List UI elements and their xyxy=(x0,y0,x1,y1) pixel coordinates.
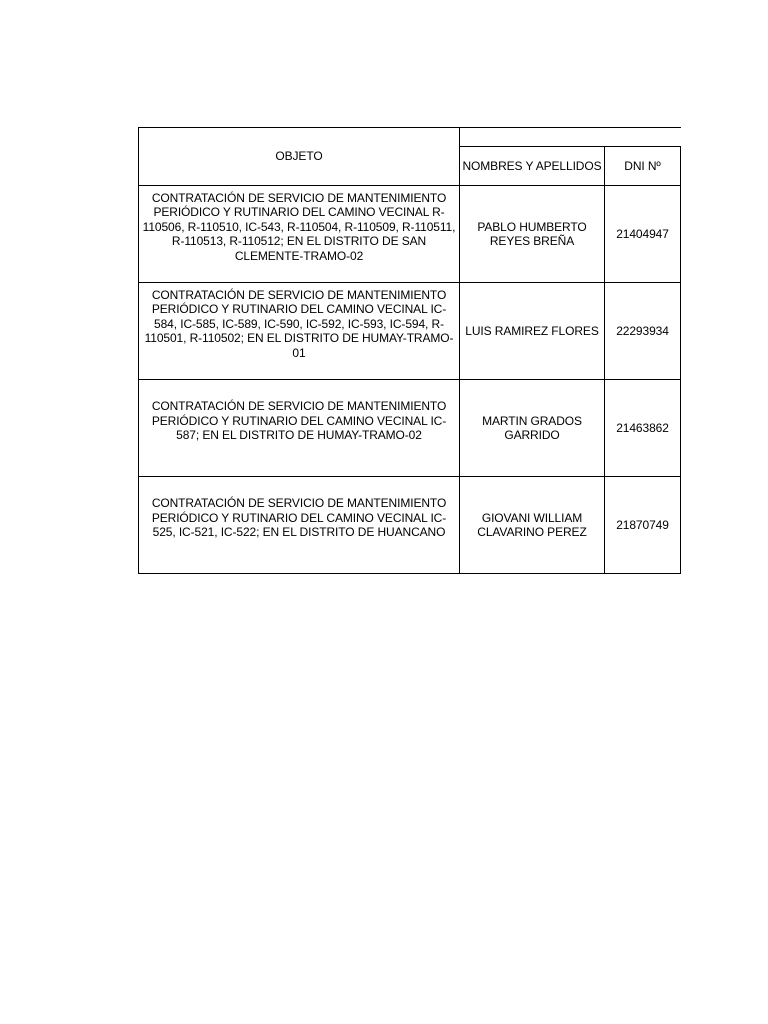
cell-dni: 21870749 xyxy=(605,477,681,574)
table-row xyxy=(139,283,681,380)
table-header-row xyxy=(139,128,681,147)
table-row xyxy=(139,380,681,477)
cell-nombres: PABLO HUMBERTO REYES BREÑA xyxy=(460,186,605,283)
cell-nombres: GIOVANI WILLIAM CLAVARINO PEREZ xyxy=(460,477,605,574)
header-nombres: NOMBRES Y APELLIDOS xyxy=(460,147,605,186)
table-row xyxy=(139,477,681,574)
objeto-text: CONTRATACIÓN DE SERVICIO DE MANTENIMIENTO PERIÓDICO Y RUTINARIO DEL CAMINO VECINAL R-110506, R-110510, IC-543, R-110504, R-110509, R-110511, R-110513, R-110512; EN EL DISTRITO DE SAN CLEMENTE-TRAMO-02 xyxy=(142,190,456,263)
cell-objeto xyxy=(139,380,460,477)
cell-nombres: MARTIN GRADOS GARRIDO xyxy=(460,380,605,477)
cell-dni: 21404947 xyxy=(605,186,681,283)
table-row xyxy=(139,186,681,283)
cell-objeto xyxy=(139,186,460,283)
cell-objeto xyxy=(139,477,460,574)
objeto-text: CONTRATACIÓN DE SERVICIO DE MANTENIMIENTO PERIÓDICO Y RUTINARIO DEL CAMINO VECINAL IC-587; EN EL DISTRITO DE HUMAY-TRAMO-02 xyxy=(151,399,447,443)
cell-dni: 22293934 xyxy=(605,283,681,380)
header-group-cell xyxy=(460,128,681,147)
cell-dni: 21463862 xyxy=(605,380,681,477)
contract-table xyxy=(138,127,681,574)
cell-objeto xyxy=(139,283,460,380)
objeto-text: CONTRATACIÓN DE SERVICIO DE MANTENIMIENTO PERIÓDICO Y RUTINARIO DEL CAMINO VECINAL IC-525, IC-521, IC-522; EN EL DISTRITO DE HUANCANO xyxy=(151,496,447,540)
header-objeto: OBJETO xyxy=(139,128,460,186)
cell-nombres: LUIS RAMIREZ FLORES xyxy=(460,283,605,380)
objeto-text: CONTRATACIÓN DE SERVICIO DE MANTENIMIENTO PERIÓDICO Y RUTINARIO DEL CAMINO VECINAL IC-584, IC-585, IC-589, IC-590, IC-592, IC-593, IC-594, R-110501, R-110502; EN EL DISTRITO DE HUMAY-TRAMO-01 xyxy=(144,287,454,360)
header-dni: DNI Nº xyxy=(605,147,681,186)
